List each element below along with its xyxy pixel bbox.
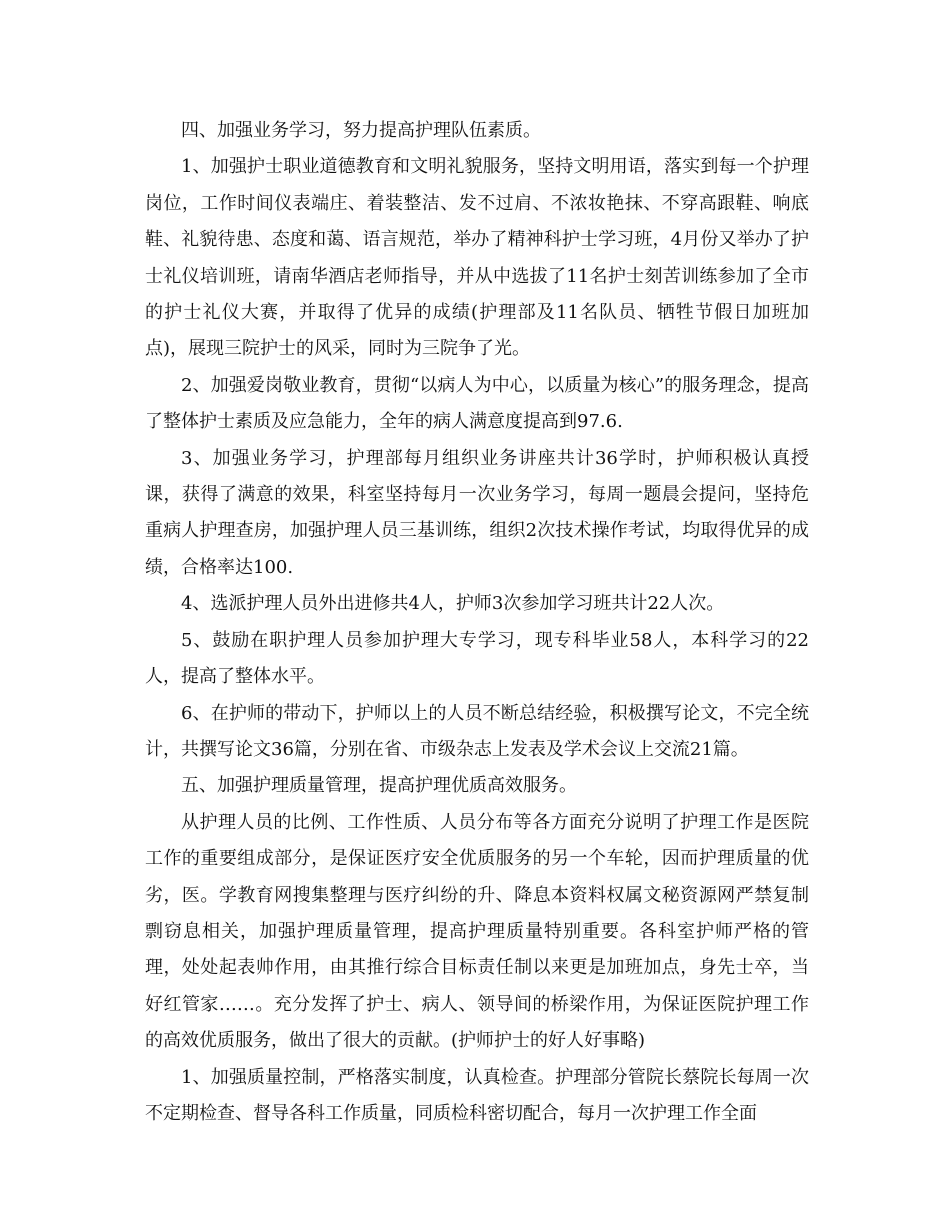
paragraph: 3、加强业务学习，护理部每月组织业务讲座共计36学时，护师积极认真授课，获得了满意的效果，科室坚持每月一次业务学习，每周一题晨会提问，坚持危重病人护理查房，加强护理人员三基训练，组织2次技术操作考试，均取得优异的成绩，合格率达100. bbox=[145, 447, 809, 578]
paragraph: 5、鼓励在职护理人员参加护理大专学习，现专科毕业58人，本科学习的22人，提高了整体水平。 bbox=[145, 629, 809, 688]
section-heading-four: 四、加强业务学习，努力提高护理队伍素质。 bbox=[181, 120, 541, 141]
section-heading-five: 五、加强护理质量管理，提高护理优质高效服务。 bbox=[181, 775, 577, 797]
paragraph: 2、加强爱岗敬业教育，贯彻“以病人为中心，以质量为核心”的服务理念，提高了整体护士素质及应急能力，全年的病人满意度提高到97.6. bbox=[145, 374, 809, 433]
document-body bbox=[145, 113, 809, 1132]
paragraph: 6、在护师的带动下，护师以上的人员不断总结经验，积极撰写论文，不完全统计，共撰写论文36篇，分别在省、市级杂志上发表及学术会议上交流21篇。 bbox=[145, 702, 809, 760]
paragraph: 1、加强护士职业道德教育和文明礼貌服务，坚持文明用语，落实到每一个护理岗位，工作时间仪表端庄、着装整洁、发不过肩、不浓妆艳抹、不穿高跟鞋、响底鞋、礼貌待患、态度和蔼、语言规范，举办了精神科护士学习班，4月份又举办了护士礼仪培训班，请南华酒店老师指导，并从中选拔了11名护士刻苦训练参加了全市的护士礼仪大赛，并取得了优异的成绩(护理部及11名队员、牺牲节假日加班加点)，展现三院护士的风采，同时为三院争了光。 bbox=[145, 156, 809, 360]
paragraph: 从护理人员的比例、工作性质、人员分布等各方面充分说明了护理工作是医院工作的重要组成部分，是保证医疗安全优质服务的另一个车轮，因而护理质量的优劣，医。学教育网搜集整理与医疗纠纷的升、降息本资料权属文秘资源网严禁复制剽窃息相关，加强护理质量管理，提高护理质量特别重要。各科室护师严格的管理，处处起表帅作用，由其推行综合目标责任制以来更是加班加点，身先士卒，当好红管家……。充分发挥了护士、病人、领导间的桥梁作用，为保证医院护理工作的高效优质服务，做出了很大的贡献。(护师护士的好人好事略) bbox=[145, 811, 809, 1052]
paragraph: 4、选派护理人员外出进修共4人，护师3次参加学习班共计22人次。 bbox=[181, 593, 725, 615]
paragraph: 1、加强质量控制，严格落实制度，认真检查。护理部分管院长蔡院长每周一次不定期检查、督导各科工作质量，同质检科密切配合，每月一次护理工作全面 bbox=[145, 1066, 809, 1124]
